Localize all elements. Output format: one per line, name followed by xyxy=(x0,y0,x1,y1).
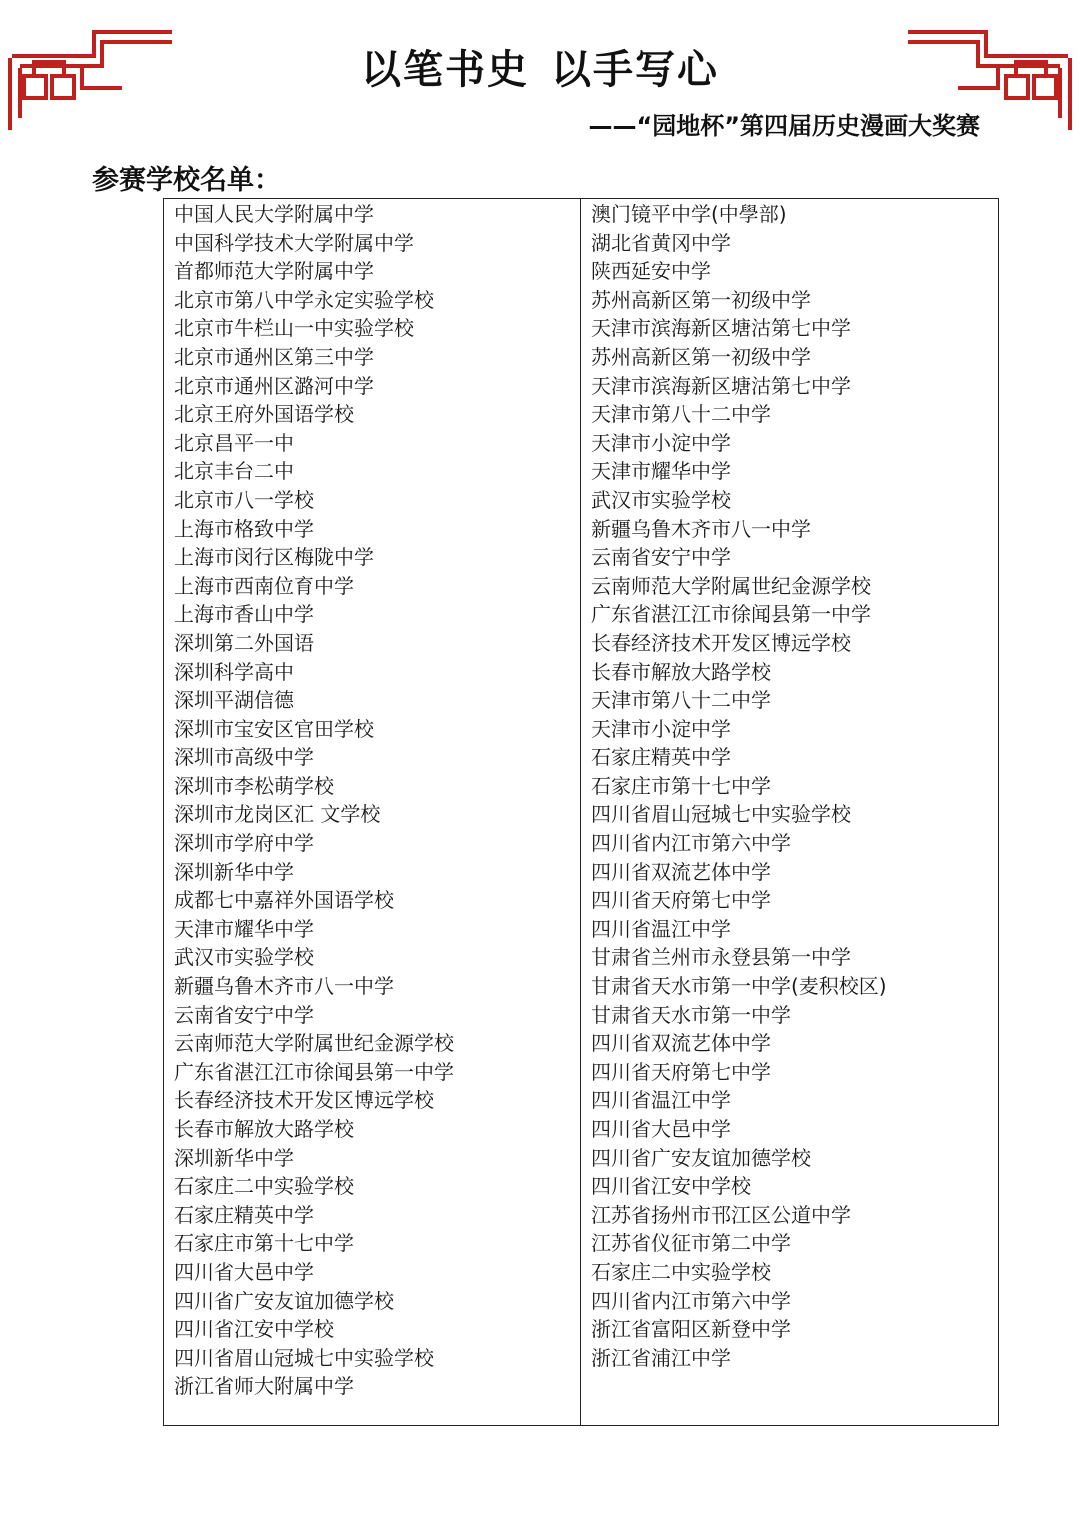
school-list-item: 成都七中嘉祥外国语学校 xyxy=(174,888,394,913)
school-list-item: 石家庄二中实验学校 xyxy=(174,1174,354,1199)
school-list-item: 北京市第八中学永定实验学校 xyxy=(174,287,434,312)
school-list-item: 深圳新华中学 xyxy=(174,1145,294,1170)
school-list-item: 上海市香山中学 xyxy=(174,602,314,627)
school-list-item: 浙江省富阳区新登中学 xyxy=(591,1317,791,1342)
school-list-item: 深圳新华中学 xyxy=(174,859,294,884)
school-list-item: 天津市小淀中学 xyxy=(591,430,731,455)
school-list-item: 北京王府外国语学校 xyxy=(174,402,354,427)
school-list-item: 苏州高新区第一初级中学 xyxy=(591,287,811,312)
school-column-left xyxy=(164,199,581,1425)
school-list-item: 新疆乌鲁木齐市八一中学 xyxy=(591,516,811,541)
school-list-item: 陕西延安中学 xyxy=(591,259,711,284)
school-list-item: 甘肃省天水市第一中学(麦积校区) xyxy=(591,974,887,999)
school-list-item: 北京市八一学校 xyxy=(174,487,314,512)
school-list-heading: 参赛学校名单： xyxy=(92,165,281,196)
school-list-item: 天津市滨海新区塘沽第七中学 xyxy=(591,373,851,398)
school-list-item: 深圳科学高中 xyxy=(174,659,294,684)
school-list-item: 深圳第二外国语 xyxy=(174,630,314,655)
school-list-item: 首都师范大学附属中学 xyxy=(174,259,374,284)
school-list-item: 江苏省仪征市第二中学 xyxy=(591,1231,791,1256)
school-list-item: 深圳市高级中学 xyxy=(174,745,314,770)
school-list-item: 上海市闵行区梅陇中学 xyxy=(174,545,374,570)
school-list-item: 浙江省师大附属中学 xyxy=(174,1374,354,1399)
school-list-item: 长春经济技术开发区博远学校 xyxy=(591,630,851,655)
school-list-item: 四川省温江中学 xyxy=(591,1088,731,1113)
school-list-item: 四川省双流艺体中学 xyxy=(591,859,771,884)
school-list-item: 天津市第八十二中学 xyxy=(591,402,771,427)
school-list-item: 四川省大邑中学 xyxy=(591,1117,731,1141)
school-list-item: 中国科学技术大学附属中学 xyxy=(174,230,414,255)
school-list-item: 广东省湛江江市徐闻县第一中学 xyxy=(591,602,871,627)
school-list-item: 石家庄精英中学 xyxy=(174,1202,314,1227)
school-list-item: 四川省内江市第六中学 xyxy=(591,831,791,856)
school-list-item: 江苏省扬州市邗江区公道中学 xyxy=(591,1202,851,1227)
school-list-item: 云南师范大学附属世纪金源学校 xyxy=(591,573,871,598)
school-list-item: 四川省温江中学 xyxy=(591,916,731,941)
school-list-item: 四川省广安友谊加德学校 xyxy=(174,1288,394,1313)
school-list-item: 武汉市实验学校 xyxy=(174,945,314,970)
school-list-item: 武汉市实验学校 xyxy=(591,487,731,512)
school-list-item: 北京市通州区第三中学 xyxy=(174,344,374,369)
school-list-item: 甘肃省兰州市永登县第一中学 xyxy=(591,945,851,970)
title-part-2: 以手写心 xyxy=(551,47,719,93)
school-list-item: 深圳市李松萌学校 xyxy=(174,773,334,798)
school-list-item: 湖北省黄冈中学 xyxy=(591,230,731,255)
school-list-item: 四川省广安友谊加德学校 xyxy=(591,1145,811,1170)
school-list-item: 四川省双流艺体中学 xyxy=(591,1031,771,1056)
school-list-item: 北京昌平一中 xyxy=(174,430,294,455)
title-part-1: 以笔书史 xyxy=(361,47,529,93)
school-list-item: 四川省眉山冠城七中实验学校 xyxy=(591,802,851,827)
school-list-item: 中国人民大学附属中学 xyxy=(174,202,374,226)
school-list-item: 四川省眉山冠城七中实验学校 xyxy=(174,1345,434,1370)
school-list-table xyxy=(163,198,999,1426)
school-list-item: 深圳市学府中学 xyxy=(174,831,314,856)
school-list-item: 天津市耀华中学 xyxy=(591,459,731,484)
school-list-item: 四川省大邑中学 xyxy=(174,1259,314,1284)
school-list-item: 广东省湛江江市徐闻县第一中学 xyxy=(174,1059,454,1084)
school-list-item: 上海市西南位育中学 xyxy=(174,573,354,598)
school-list-item: 浙江省浦江中学 xyxy=(591,1345,731,1370)
school-list-item: 长春市解放大路学校 xyxy=(591,659,771,684)
school-list-item: 云南师范大学附属世纪金源学校 xyxy=(174,1031,454,1056)
school-list-item: 天津市第八十二中学 xyxy=(591,688,771,713)
school-list-item: 北京市牛栏山一中实验学校 xyxy=(174,316,414,341)
school-list-right xyxy=(591,200,887,1372)
school-list-item: 石家庄市第十七中学 xyxy=(591,773,771,798)
school-list-item: 石家庄精英中学 xyxy=(591,745,731,770)
school-list-item: 四川省天府第七中学 xyxy=(591,1059,771,1084)
school-list-item: 石家庄市第十七中学 xyxy=(174,1231,354,1256)
page-subtitle: ——“园地杯”第四届历史漫画大奖赛 xyxy=(588,112,980,140)
school-list-item: 天津市小淀中学 xyxy=(591,716,731,741)
school-list-item: 深圳市宝安区官田学校 xyxy=(174,716,374,741)
school-list-item: 云南省安宁中学 xyxy=(591,545,731,570)
school-list-item: 苏州高新区第一初级中学 xyxy=(591,344,811,369)
school-list-item: 北京市通州区潞河中学 xyxy=(174,373,374,398)
page-title xyxy=(0,38,1080,95)
school-list-item: 新疆乌鲁木齐市八一中学 xyxy=(174,974,394,999)
school-list-item: 四川省江安中学校 xyxy=(174,1317,334,1342)
school-list-item: 四川省天府第七中学 xyxy=(591,888,771,913)
school-list-item: 深圳市龙岗区汇 文学校 xyxy=(174,802,381,827)
school-list-item: 四川省内江市第六中学 xyxy=(591,1288,791,1313)
school-list-item: 长春经济技术开发区博远学校 xyxy=(174,1088,434,1113)
school-list-item: 天津市滨海新区塘沽第七中学 xyxy=(591,316,851,341)
school-list-item: 北京丰台二中 xyxy=(174,459,294,484)
school-list-item: 澳门镜平中学(中學部) xyxy=(591,202,787,226)
school-list-left xyxy=(174,200,454,1401)
school-list-item: 甘肃省天水市第一中学 xyxy=(591,1002,791,1027)
school-column-right xyxy=(581,199,998,1425)
school-list-item: 云南省安宁中学 xyxy=(174,1002,314,1027)
school-list-item: 天津市耀华中学 xyxy=(174,916,314,941)
school-list-item: 上海市格致中学 xyxy=(174,516,314,541)
school-list-item: 长春市解放大路学校 xyxy=(174,1117,354,1141)
school-list-item: 深圳平湖信德 xyxy=(174,688,294,713)
school-list-item: 石家庄二中实验学校 xyxy=(591,1259,771,1284)
school-list-item: 四川省江安中学校 xyxy=(591,1174,751,1199)
